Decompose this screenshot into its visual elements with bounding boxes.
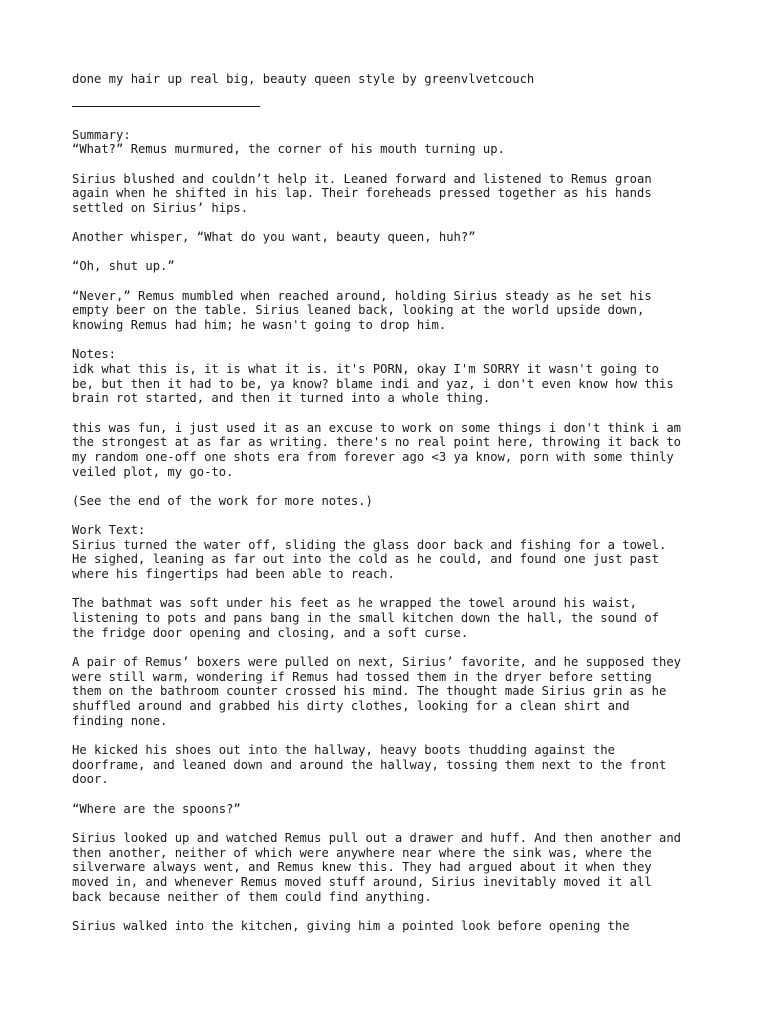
notes-paragraph: idk what this is, it is what it is. it's PORN, okay I'm SORRY it wasn't going to be, but then it had to be, ya know? blame indi and yaz, i don't even know how this brain rot started, and then it turned into a whole thing. bbox=[72, 361, 674, 406]
work-title: done my hair up real big, beauty queen style by greenvlvetcouch bbox=[72, 72, 535, 86]
summary-paragraph: Another whisper, “What do you want, beauty queen, huh?” bbox=[72, 230, 476, 245]
notes-heading: Notes: bbox=[72, 347, 117, 362]
end-notes-reference: (See the end of the work for more notes.) bbox=[72, 493, 373, 508]
work-text-paragraph: Sirius looked up and watched Remus pull out a drawer and huff. And then another and then another, neither of which were anywhere near where the sink was, where the silverware always went, and Remus knew this. They had argued about it when they moved in, and whenever Remus moved stuff around, Sirius inevitably moved it all back because neither of them could find anything. bbox=[72, 830, 682, 904]
summary-paragraph: “What?” Remus murmured, the corner of his mouth turning up. bbox=[72, 142, 505, 157]
summary-paragraph: “Never,” Remus mumbled when reached around, holding Sirius steady as he set his empty beer on the table. Sirius leaned back, looking at the world upside down, knowing Remus had him; he wasn't going to drop him. bbox=[72, 288, 652, 333]
work-text-paragraph: “Where are the spoons?” bbox=[72, 801, 241, 816]
summary-paragraph: “Oh, shut up.” bbox=[72, 259, 175, 274]
title-divider bbox=[72, 106, 260, 107]
summary-heading: Summary: bbox=[72, 127, 131, 142]
work-text-paragraph: Sirius walked into the kitchen, giving him a pointed look before opening the bbox=[72, 918, 630, 933]
document-page bbox=[72, 72, 712, 934]
notes-paragraph: this was fun, i just used it as an excuse to work on some things i don't think i am the strongest at as far as writing. there's no real point here, throwing it back to my random one-off one shots era from forever ago <3 ya know, porn with some thinly veiled plot, my go-to. bbox=[72, 420, 682, 479]
work-text-paragraph: A pair of Remus’ boxers were pulled on next, Sirius’ favorite, and he supposed they were still warm, wondering if Remus had tossed them in the dryer before setting them on the bathroom counter crossed his mind. The thought made Sirius grin as he shuffled around and grabbed his dirty clothes, looking for a clean shirt and finding none. bbox=[72, 654, 682, 728]
work-text-paragraph: He kicked his shoes out into the hallway, heavy boots thudding against the doorframe, and leaned down and around the hallway, tossing them next to the front door. bbox=[72, 743, 667, 787]
work-text-heading: Work Text: bbox=[72, 523, 146, 538]
summary-paragraph: Sirius blushed and couldn’t help it. Leaned forward and listened to Remus groan again when he shifted in his lap. Their foreheads pressed together as his hands settled on Sirius’ hips. bbox=[72, 171, 652, 216]
work-text-paragraph: The bathmat was soft under his feet as he wrapped the towel around his waist, listening to pots and pans bang in the small kitchen down the hall, the sound of the fridge door opening and closing, and a soft curse. bbox=[72, 596, 659, 640]
work-text-paragraph: Sirius turned the water off, sliding the glass door back and fishing for a towel. He sighed, leaning as far out into the cold as he could, and found one just past where his fingertips had been able to reach. bbox=[72, 537, 667, 582]
